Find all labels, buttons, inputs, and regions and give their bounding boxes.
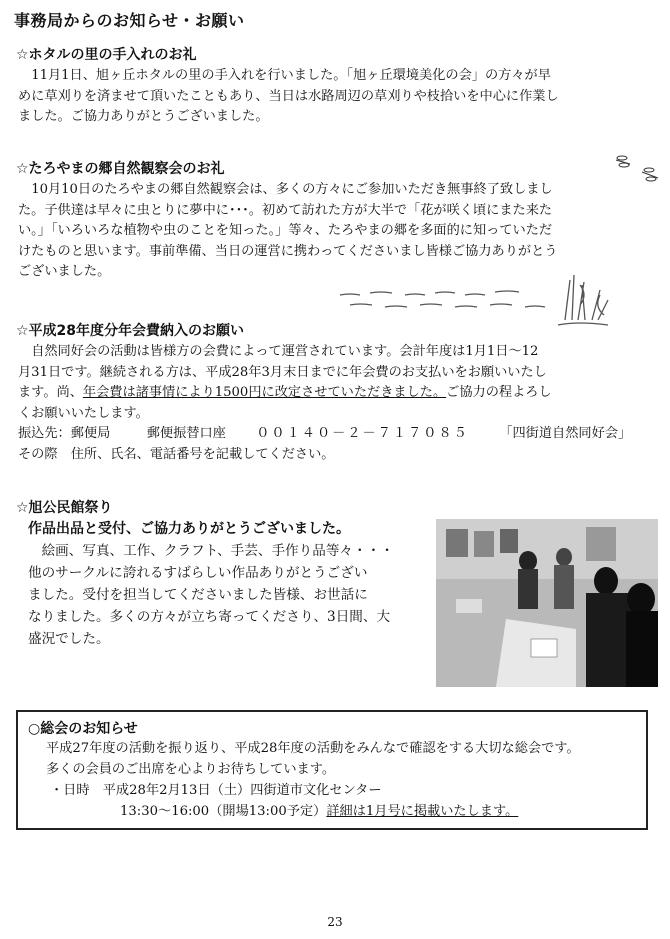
- paragraph-line: 盛況でした。: [28, 631, 110, 647]
- section-heading-hotaru: ☆ホタルの里の手入れのお礼: [16, 47, 197, 63]
- paragraph-line: [18, 383, 658, 404]
- paragraph-line: ございました。: [18, 264, 111, 279]
- paragraph-line: ました。ご協力ありがとうございました。: [18, 109, 269, 124]
- paragraph-line: ました。受付を担当してくださいました皆様、お世話に: [28, 587, 368, 603]
- festival-photo: [436, 519, 658, 687]
- paragraph-line: 自然同好会の活動は皆様方の会費によって運営されています。会計年度は1月1日～12: [31, 344, 539, 359]
- paragraph-line: い。」「いろいろな植物や虫のことを知った。」等々、たろやまの郷を多面的に知っていただ: [18, 223, 553, 238]
- paragraph-line: 月31日です。継続される方は、平成28年3月末日までに年会費のお支払いをお願いいたし: [18, 364, 547, 380]
- transfer-account: ００１４０－２－７１７０８５: [256, 426, 469, 441]
- notice-details: 詳細は1月号に掲載いたします。: [326, 804, 519, 819]
- section-body-fee: [18, 342, 658, 465]
- paragraph-line: 10月10日のたろやまの郷自然観察会は、多くの方々にご参加いただき無事終了致しまし: [31, 182, 553, 197]
- transfer-name: 「四街道自然同好会」: [499, 426, 632, 441]
- text-run: ご協力の程よろし: [446, 385, 552, 400]
- notice-date: ・日時 平成28年2月13日（土）四街道市文化センター: [50, 783, 382, 798]
- section-subheading-festival: 作品出品と受付、ご協力ありがとうございました。: [28, 521, 350, 537]
- section-body-festival: [28, 540, 428, 650]
- paragraph-line: 絵画、写真、工作、クラフト、手芸、手作り品等々・・・: [41, 543, 394, 559]
- fee-change-notice: 年会費は諸事情により1500円に改定させていただきました。: [82, 385, 447, 400]
- page-number: 23: [327, 915, 343, 929]
- transfer-info: [18, 424, 658, 445]
- paragraph-line: くお願いいたします。: [18, 405, 149, 421]
- paragraph-line: なりました。多くの方々が立ち寄ってくださり、3日間、大: [28, 609, 391, 625]
- transfer-note: その際 住所、氏名、電話番号を記載してください。: [18, 446, 335, 462]
- text-run: ます。尚、: [18, 385, 83, 400]
- section-heading-fee: ☆平成28年度分年会費納入のお願い: [16, 323, 245, 339]
- transfer-type: 郵便振替口座: [146, 426, 226, 441]
- pond-sketch-illustration: [330, 265, 630, 335]
- notice-time-text: 13:30～16:00（開場13:00予定）: [120, 804, 327, 819]
- paragraph-line: 11月1日、旭ヶ丘ホタルの里の手入れを行いました。「旭ヶ丘環境美化の会」の方々が早: [31, 68, 551, 83]
- transfer-label: 振込先：郵便局: [18, 426, 111, 441]
- page-title: 事務局からのお知らせ・お願い: [14, 11, 245, 30]
- section-heading-festival: ☆旭公民館祭り: [16, 500, 113, 516]
- notice-time: [28, 801, 636, 822]
- notice-line: 多くの会員のご出席を心よりお待ちしています。: [46, 762, 336, 777]
- section-heading-taroyama: ☆たろやまの郷自然観察会のお礼: [16, 161, 225, 177]
- notice-heading: ○総会のお知らせ: [28, 721, 138, 737]
- paragraph-line: た。子供達は早々に虫とりに夢中に･･･。初めて訪れた方が大半で「花が咲く頃にまた来た: [18, 202, 553, 218]
- general-meeting-notice: [16, 710, 648, 830]
- notice-line: 平成27年度の活動を振り返り、平成28年度の活動をみんなで確認をする大切な総会です。: [46, 741, 580, 756]
- paragraph-line: 他のサークルに誇れるすばらしい作品ありがとうござい: [28, 565, 368, 581]
- paragraph-line: めに草刈りを済ませて頂いたこともあり、当日は水路周辺の草刈りや枝拾いを中心に作業し: [18, 88, 559, 104]
- paragraph-line: けたものと思います。事前準備、当日の運営に携わってくださいまし皆様ご協力ありがとう: [18, 243, 558, 259]
- section-body-hotaru: [18, 66, 658, 128]
